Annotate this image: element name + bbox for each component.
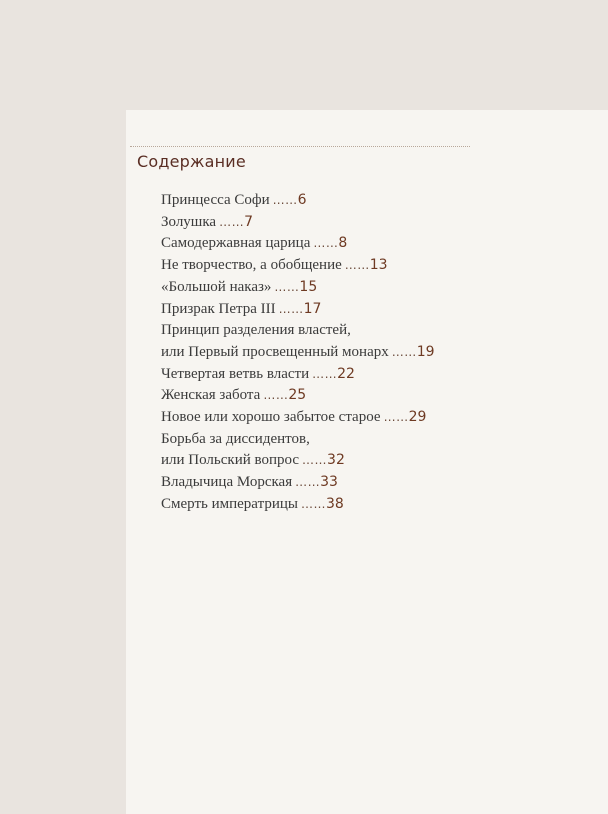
toc-entry[interactable] (161, 255, 481, 277)
toc-entry-title: Призрак Петра III (161, 300, 276, 317)
toc-entry-title: Борьба за диссидентов, (161, 430, 310, 447)
toc-entry[interactable] (161, 472, 481, 494)
toc-entry-page-number: 32 (327, 452, 345, 469)
toc-entry-title: или Польский вопрос (161, 452, 300, 469)
dot-leader: …… (302, 453, 328, 468)
dot-leader: …… (391, 344, 417, 359)
toc-entry[interactable] (161, 299, 481, 321)
toc-entry[interactable] (161, 385, 481, 407)
toc-entry-title: Женская забота (161, 387, 261, 404)
toc-entry-title: «Большой наказ» (161, 278, 272, 295)
toc-entry[interactable] (161, 494, 481, 516)
toc-entry-page-number: 38 (325, 495, 344, 512)
toc-entry[interactable] (161, 407, 481, 429)
toc-entry[interactable] (161, 190, 481, 212)
toc-heading: Содержание (137, 152, 246, 171)
dot-leader: …… (274, 279, 300, 294)
toc-entry-title: Новое или хорошо забытое старое (161, 409, 381, 426)
toc-entry[interactable] (161, 212, 481, 234)
toc-entry-page-number: 8 (338, 235, 348, 252)
toc-list (161, 190, 481, 516)
toc-entry-page-number: 19 (416, 343, 435, 360)
toc-entry-title: Принцесса Софи (161, 192, 270, 208)
toc-entry-page-number: 25 (288, 387, 307, 404)
dot-leader: …… (313, 236, 339, 251)
dot-leader: …… (383, 410, 409, 425)
toc-entry-page-number: 13 (369, 257, 388, 274)
toc-entry-title: Самодержавная царица (161, 235, 311, 252)
toc-entry-page-number: 29 (408, 409, 427, 426)
dot-leader: …… (312, 366, 338, 381)
toc-entry-page-number: 33 (320, 474, 338, 491)
dotted-divider (130, 146, 470, 147)
toc-entry-title: Четвертая ветвь власти (161, 365, 310, 382)
toc-entry-title: Золушка (161, 213, 217, 230)
toc-entry[interactable] (161, 364, 481, 386)
toc-entry-page-number: 6 (297, 192, 307, 208)
dot-leader: …… (263, 388, 289, 403)
toc-entry-title: или Первый просвещенный монарх (161, 343, 389, 360)
toc-entry-title: Принцип разделения властей, (161, 322, 351, 339)
toc-entry-title: Владычица Морская (161, 474, 293, 491)
toc-entry-page-number: 17 (303, 300, 322, 317)
toc-entry-title: Не творчество, а обобщение (161, 257, 342, 274)
dot-leader: …… (278, 301, 304, 316)
toc-entry[interactable] (161, 429, 481, 472)
toc-entry[interactable] (161, 320, 481, 363)
dot-leader: …… (300, 496, 326, 511)
dot-leader: …… (272, 193, 298, 207)
toc-entry-title: Смерть императрицы (161, 495, 298, 512)
toc-entry[interactable] (161, 277, 481, 299)
toc-entry-page-number: 7 (244, 213, 253, 230)
toc-entry[interactable] (161, 233, 481, 255)
toc-entry-page-number: 15 (299, 278, 318, 295)
dot-leader: …… (219, 214, 245, 229)
dot-leader: …… (344, 258, 370, 273)
dot-leader: …… (295, 475, 321, 490)
toc-entry-page-number: 22 (337, 365, 355, 382)
